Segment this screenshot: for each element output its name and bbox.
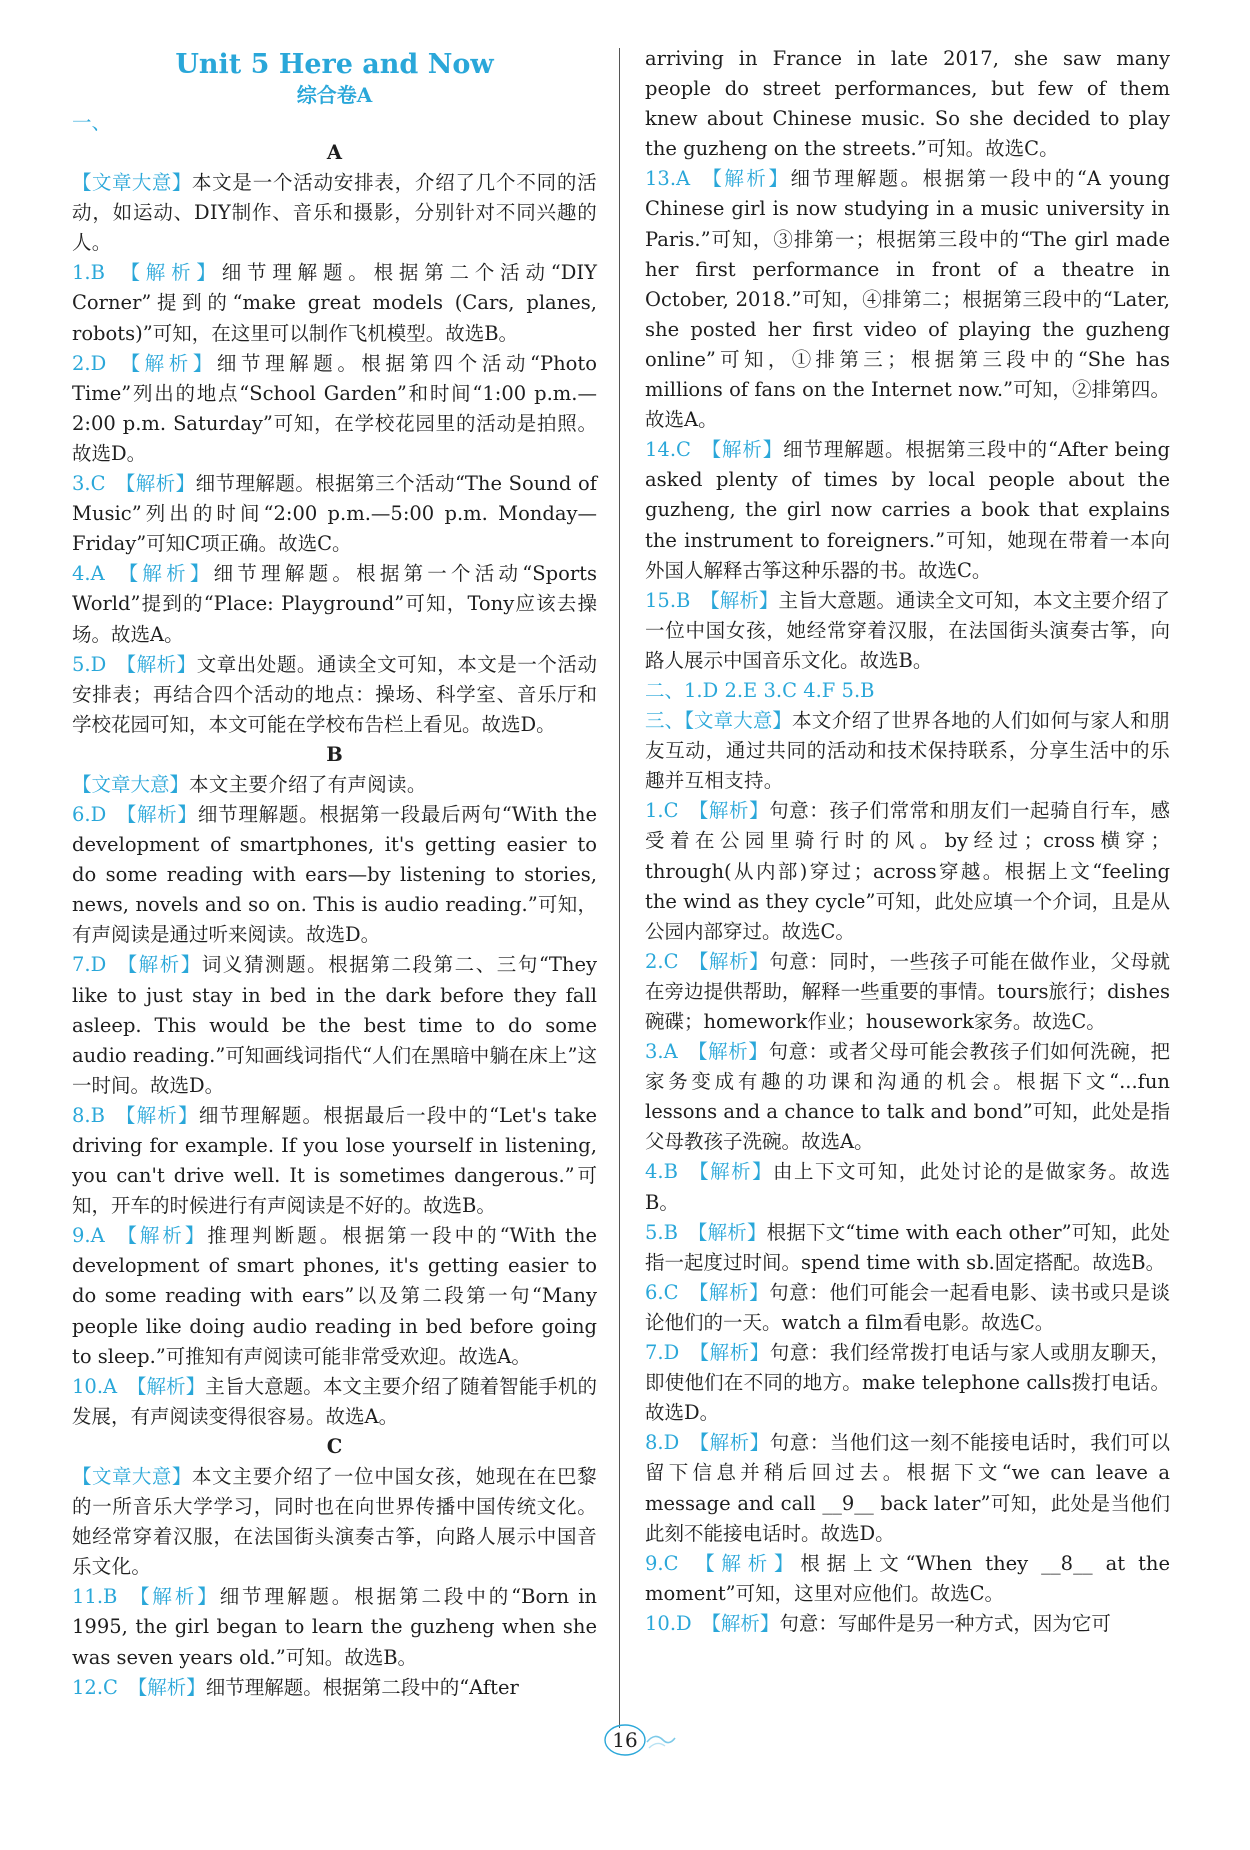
answer-item	[72, 469, 597, 559]
column-divider	[619, 48, 620, 1728]
analysis-text: 细节理解题。根据第一段中的“A young Chinese girl is now studying in a music university in Paris.”可知，③排第一；根据第三段中的“The girl made her first performance in front of a theatre in October, 2018.”可知，④排第二；根据第三段中的“Later, she posted her first video of playing the guzheng online”可知，①排第三；根据第三段中的“She has millions of fans on the Internet now.”可知，②排第四。故选A。	[645, 167, 1170, 432]
section-heading: 二、1.D 2.E 3.C 4.F 5.B	[645, 678, 875, 702]
answer-number: 9.C	[645, 1551, 679, 1575]
analysis-text: 词义猜测题。根据第二段第二、三句“They like to just stay in bed in the dark before they fall asleep. This would be the best time to do some audio reading.”可知画线词指代“人们在黑暗中躺在床上”这一时间。故选D。	[72, 953, 597, 1097]
answer-item	[72, 1101, 597, 1221]
answer-number: 3.C	[72, 472, 106, 496]
summary-text: 本文是一个活动安排表，介绍了几个不同的活动，如运动、DIY制作、音乐和摄影，分别针对不同兴趣的人。	[72, 171, 597, 255]
left-column-body	[72, 108, 597, 1703]
answer-item	[72, 1673, 597, 1703]
answer-number: 8.B	[72, 1103, 105, 1127]
page-number: 16	[612, 1728, 638, 1752]
answer-number: 2.D	[72, 351, 107, 375]
analysis-text: 句意：他们可能会一起看电影、读书或只是谈论他们的一天。watch a film看电影。故选C。	[645, 1280, 1170, 1334]
analysis-tag: 【解析】	[114, 562, 214, 586]
analysis-text: 细节理解题。根据最后一段中的“Let's take driving for example. If you lose yourself in listening, you can't drive well. It is sometimes dangerous.”可知，开车的时候进行有声阅读是不好的。故选B。	[72, 1103, 597, 1218]
analysis-text: 细节理解题。根据第一段最后两句“With the development of smartphones, it's getting easier to do some reading with ears—by listening to stories, news, novels and so on. This is audio reading.”可知，有声阅读是通过听来阅读。故选D。	[72, 802, 597, 947]
answer-number: 2.C	[645, 949, 679, 973]
answer-item	[645, 1338, 1170, 1428]
answer-number: 11.B	[72, 1585, 118, 1609]
answer-number: 3.A	[645, 1040, 678, 1064]
answer-number: 10.D	[645, 1611, 692, 1635]
answer-number: 10.A	[72, 1374, 118, 1398]
answer-number: 9.A	[72, 1224, 105, 1248]
analysis-tag: 【解析】	[116, 652, 197, 676]
page-number-badge	[573, 1720, 677, 1760]
section-letter: A	[326, 141, 343, 165]
answer-number: 4.A	[72, 562, 105, 586]
summary-text: 本文主要介绍了一位中国女孩，她现在在巴黎的一所音乐大学学习，同时也在向世界传播中国传统文化。她经常穿着汉服，在法国街头演奏古筝，向路人展示中国音乐文化。	[72, 1464, 597, 1579]
answer-number: 15.B	[645, 588, 691, 612]
analysis-text: 文章出处题。通读全文可知，本文是一个活动安排表；再结合四个活动的地点：操场、科学室、音乐厅和学校花园可知，本文可能在学校布告栏上看见。故选D。	[72, 652, 597, 736]
answer-item	[645, 1037, 1170, 1157]
answer-number: 7.D	[72, 953, 107, 977]
passage-summary	[72, 168, 597, 258]
answer-number: 5.D	[72, 652, 107, 676]
summary-text: 本文介绍了世界各地的人们如何与家人和朋友互动，通过共同的活动和技术保持联系，分享生活中的乐趣并互相支持。	[645, 709, 1170, 793]
analysis-text: 句意：或者父母可能会教孩子们如何洗碗，把家务变成有趣的功课和沟通的机会。根据下文“...fun lessons and a chance to talk and bond”可知，此处是指父母教孩子洗碗。故选A。	[645, 1040, 1170, 1154]
answer-number: 14.C	[645, 438, 691, 462]
answer-item	[72, 258, 597, 348]
answer-item	[645, 164, 1170, 435]
passage-summary	[72, 1462, 597, 1582]
page-subtitle: 综合卷A	[296, 83, 373, 107]
answer-item	[645, 1278, 1170, 1338]
analysis-text: 主旨大意题。本文主要介绍了随着智能手机的发展，有声阅读变得很容易。故选A。	[72, 1374, 597, 1428]
analysis-tag: 【解析】	[688, 949, 770, 973]
answer-item	[645, 435, 1170, 585]
answer-item	[72, 1372, 597, 1432]
analysis-tag: 【解析】	[689, 1431, 770, 1455]
answer-item	[645, 947, 1170, 1037]
summary-label: 【文章大意】	[72, 772, 190, 796]
answer-number: 1.C	[645, 799, 679, 823]
analysis-text: 主旨大意题。通读全文可知，本文主要介绍了一位中国女孩，她经常穿着汉服，在法国街头演奏古筝，向路人展示中国音乐文化。故选B。	[645, 588, 1170, 672]
analysis-text: 根据下文“time with each other”可知，此处指一起度过时间。spend time with sb.固定搭配。故选B。	[645, 1220, 1170, 1274]
analysis-tag: 【解析】	[126, 1374, 206, 1398]
answer-item	[72, 1582, 597, 1672]
passage-summary	[645, 706, 1170, 796]
analysis-text: 根据上文“When they __8__ at the moment”可知，这里对应他们。故选C。	[645, 1551, 1170, 1605]
answer-item	[645, 1218, 1170, 1278]
summary-text: 本文主要介绍了有声阅读。	[189, 772, 427, 796]
answer-number: 6.D	[72, 802, 107, 826]
section-letter: B	[326, 742, 343, 766]
continued-paragraph: arriving in France in late 2017, she saw many people do street performances, but few of them knew about Chinese music. So she decided to play the guzheng on the streets.”可知。故选C。	[645, 47, 1170, 161]
analysis-tag: 【解析】	[687, 1160, 774, 1184]
answer-item	[72, 950, 597, 1100]
analysis-tag: 【解析】	[700, 588, 779, 612]
analysis-text: 推理判断题。根据第一段中的“With the development of smart phones, it's getting easier to do some reading with ears”以及第二段第一句“Many people like doing audio reading in bed before going to sleep.”可推知有声阅读可能非常受欢迎。故选A。	[72, 1224, 597, 1368]
analysis-text: 句意：写邮件是另一种方式，因为它可	[779, 1611, 1111, 1635]
summary-label: 三、【文章大意】	[645, 709, 793, 733]
analysis-text: 细节理解题。根据第二个活动“DIY Corner”提到的“make great models (Cars, planes, robots)”可知，在这里可以制作飞机模型。故选B。	[72, 261, 597, 345]
answer-item	[645, 796, 1170, 946]
answer-number: 4.B	[645, 1160, 678, 1184]
analysis-text: 句意：同时，一些孩子可能在做作业，父母就在旁边提供帮助，解释一些重要的事情。tours旅行；dishes碗碟；homework作业；housework家务。故选C。	[645, 949, 1170, 1033]
right-column-body	[645, 44, 1170, 1639]
analysis-tag: 【解析】	[116, 953, 202, 977]
section-letter: C	[326, 1434, 343, 1458]
answer-number: 5.B	[645, 1220, 678, 1244]
analysis-tag: 【解析】	[700, 438, 784, 462]
analysis-text: 细节理解题。根据第三个活动“The Sound of Music”列出的时间“2:00 p.m.—5:00 p.m. Monday—Friday”可知C项正确。故选C。	[72, 472, 597, 556]
analysis-tag: 【解析】	[127, 1585, 220, 1609]
answer-number: 12.C	[72, 1675, 118, 1699]
summary-label: 【文章大意】	[72, 1464, 192, 1488]
passage-summary	[72, 770, 597, 800]
answer-number: 6.C	[645, 1280, 679, 1304]
answer-number: 13.A	[645, 167, 691, 191]
right-column	[645, 44, 1170, 1639]
answer-item	[645, 1428, 1170, 1548]
answer-number: 8.D	[645, 1431, 680, 1455]
analysis-text: 句意：孩子们常常和朋友们一起骑自行车，感受着在公园里骑行时的风。by经过；cross横穿；through(从内部)穿过；across穿越。根据上文“feeling the wind as they cycle”可知，此处应填一个介词，且是从公园内部穿过。故选C。	[645, 799, 1170, 943]
analysis-tag: 【解析】	[687, 1220, 767, 1244]
left-column	[72, 44, 597, 1703]
answer-item	[72, 559, 597, 649]
analysis-tag: 【解析】	[688, 1280, 770, 1304]
analysis-text: 句意：我们经常拨打电话与家人或朋友聊天，即使他们在不同的地方。make telephone calls拨打电话。故选D。	[645, 1341, 1170, 1425]
analysis-tag: 【解析】	[688, 1551, 801, 1575]
answer-item	[72, 349, 597, 469]
answer-item	[72, 650, 597, 740]
answer-item	[645, 1157, 1170, 1217]
analysis-text: 细节理解题。根据第二段中的“After	[205, 1675, 519, 1699]
section-heading: 一、	[72, 111, 112, 134]
analysis-text: 细节理解题。根据第四个活动“Photo Time”列出的地点“School Garden”和时间“1:00 p.m.—2:00 p.m. Saturday”可知，在学校花园里的活动是拍照。故选D。	[72, 351, 597, 465]
analysis-tag: 【解析】	[114, 1224, 208, 1248]
answer-item	[645, 1609, 1170, 1639]
analysis-tag: 【解析】	[116, 802, 198, 826]
page-title: Unit 5 Here and Now	[175, 49, 494, 80]
answer-item	[645, 1549, 1170, 1609]
analysis-tag: 【解析】	[689, 1341, 770, 1365]
answer-number: 7.D	[645, 1341, 680, 1365]
answer-item	[72, 1221, 597, 1371]
analysis-text: 由上下文可知，此处讨论的是做家务。故选B。	[645, 1160, 1170, 1214]
analysis-tag: 【解析】	[701, 1611, 780, 1635]
answer-item	[72, 800, 597, 950]
analysis-text: 细节理解题。根据第二段中的“Born in 1995, the girl began to learn the guzheng when she was seven years old.”可知。故选B。	[72, 1585, 597, 1669]
analysis-text: 句意：当他们这一刻不能接电话时，我们可以留下信息并稍后回过去。根据下文“we can leave a message and call __9__ back later”可知，此处是当他们此刻不能接电话时。故选D。	[645, 1431, 1170, 1545]
analysis-tag: 【解析】	[114, 261, 222, 285]
analysis-text: 细节理解题。根据第三段中的“After being asked plenty of times by local people about the guzheng, the girl now carries a book that explains the instrument to foreigners.”可知，她现在带着一本向外国人解释古筝这种乐器的书。故选C。	[645, 438, 1170, 582]
analysis-text: 细节理解题。根据第一个活动“Sports World”提到的“Place: Playground”可知，Tony应该去操场。故选A。	[72, 562, 597, 646]
analysis-tag: 【解析】	[127, 1675, 206, 1699]
analysis-tag: 【解析】	[688, 799, 770, 823]
analysis-tag: 【解析】	[114, 1103, 199, 1127]
analysis-tag: 【解析】	[687, 1040, 769, 1064]
answer-item	[645, 586, 1170, 676]
answer-number: 1.B	[72, 261, 105, 285]
summary-label: 【文章大意】	[72, 171, 192, 195]
analysis-tag: 【解析】	[116, 351, 217, 375]
analysis-tag: 【解析】	[699, 167, 791, 191]
analysis-tag: 【解析】	[115, 472, 196, 496]
